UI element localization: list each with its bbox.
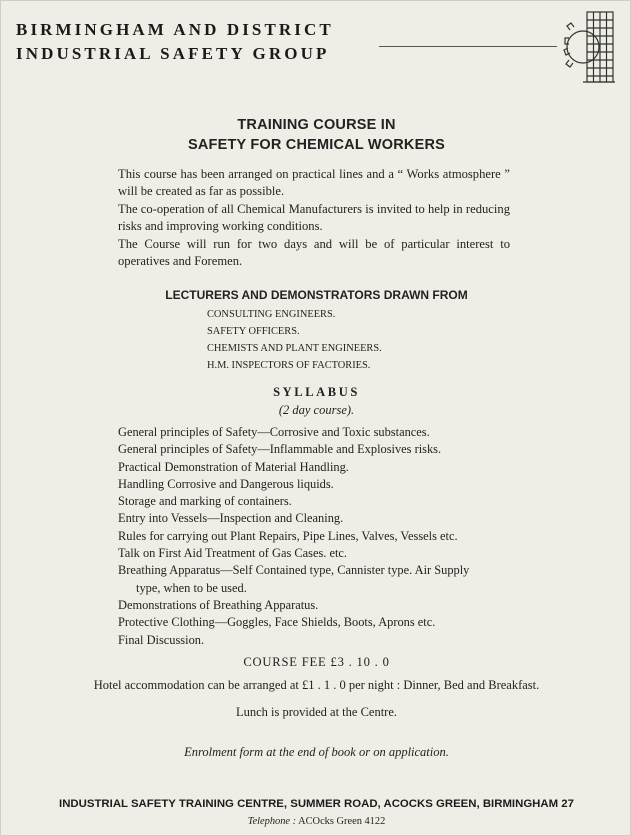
syllabus-item: Demonstrations of Breathing Apparatus.	[118, 597, 319, 612]
syllabus-item-continuation: type, when to be used.	[136, 580, 247, 595]
telephone-label: Telephone :	[247, 816, 297, 827]
intro-paragraph-2: The co-operation of all Chemical Manufacturers is invited to help in reducing risks and improving working conditions.	[118, 202, 510, 233]
organisation-name	[16, 18, 334, 66]
syllabus-item: General principles of Safety—Corrosive and Toxic substances.	[118, 425, 430, 439]
telephone-number: ACOcks Green 4122	[298, 816, 386, 827]
syllabus-item: Talk on First Aid Treatment of Gas Cases. etc.	[118, 546, 348, 561]
syllabus-item: General principles of Safety—Inflammable and Explosives risks.	[118, 442, 442, 457]
syllabus-item: Protective Clothing—Goggles, Face Shields, Boots, Aprons etc.	[118, 615, 436, 630]
syllabus-list	[118, 424, 518, 649]
lecturer-item: SAFETY OFFICERS.	[207, 326, 300, 337]
lecturer-item: CHEMISTS AND PLANT ENGINEERS.	[207, 343, 382, 354]
course-fee: COURSE FEE £3 . 10 . 0	[243, 655, 390, 669]
telephone-line	[1, 816, 631, 827]
lecturers-heading: LECTURERS AND DEMONSTRATORS DRAWN FROM	[165, 288, 468, 302]
hotel-accommodation: Hotel accommodation can be arranged at £1 . 1 . 0 per night : Dinner, Bed and Breakfast.	[93, 678, 540, 692]
lunch-note: Lunch is provided at the Centre.	[235, 705, 398, 719]
lecturers-list	[207, 306, 382, 374]
syllabus-item: Practical Demonstration of Material Handling.	[118, 459, 349, 474]
enrolment-note: Enrolment form at the end of book or on application.	[184, 745, 449, 759]
org-line-1: BIRMINGHAM AND DISTRICT	[16, 20, 334, 39]
syllabus-item: Entry into Vessels—Inspection and Cleaning.	[118, 511, 344, 526]
syllabus-item: Storage and marking of containers.	[118, 494, 292, 509]
syllabus-subheading: (2 day course).	[278, 403, 355, 417]
course-title-line-2: SAFETY FOR CHEMICAL WORKERS	[187, 137, 445, 153]
intro-paragraph-3: The Course will run for two days and will be of particular interest to operatives and Foremen.	[118, 237, 510, 268]
lecturer-item: CONSULTING ENGINEERS.	[207, 309, 336, 320]
training-centre-address: INDUSTRIAL SAFETY TRAINING CENTRE, SUMMER ROAD, ACOCKS GREEN, BIRMINGHAM 27	[59, 798, 574, 810]
syllabus-item: Rules for carrying out Plant Repairs, Pipe Lines, Valves, Vessels etc.	[118, 528, 458, 543]
course-title-line-1: TRAINING COURSE IN	[237, 117, 396, 133]
intro-paragraph-1: This course has been arranged on practical lines and a “ Works atmosphere ” will be created as far as possible.	[118, 167, 510, 198]
org-line-2: INDUSTRIAL SAFETY GROUP	[16, 44, 330, 63]
syllabus-item: Breathing Apparatus—Self Contained type, Cannister type. Air Supply	[118, 563, 470, 578]
syllabus-heading: SYLLABUS	[273, 385, 360, 399]
syllabus-item: Handling Corrosive and Dangerous liquids.	[118, 476, 334, 491]
header-rule	[379, 46, 557, 47]
gear-grid-emblem-icon	[563, 10, 619, 90]
lecturer-item: H.M. INSPECTORS OF FACTORIES.	[207, 360, 371, 371]
syllabus-item: Final Discussion.	[118, 632, 205, 647]
